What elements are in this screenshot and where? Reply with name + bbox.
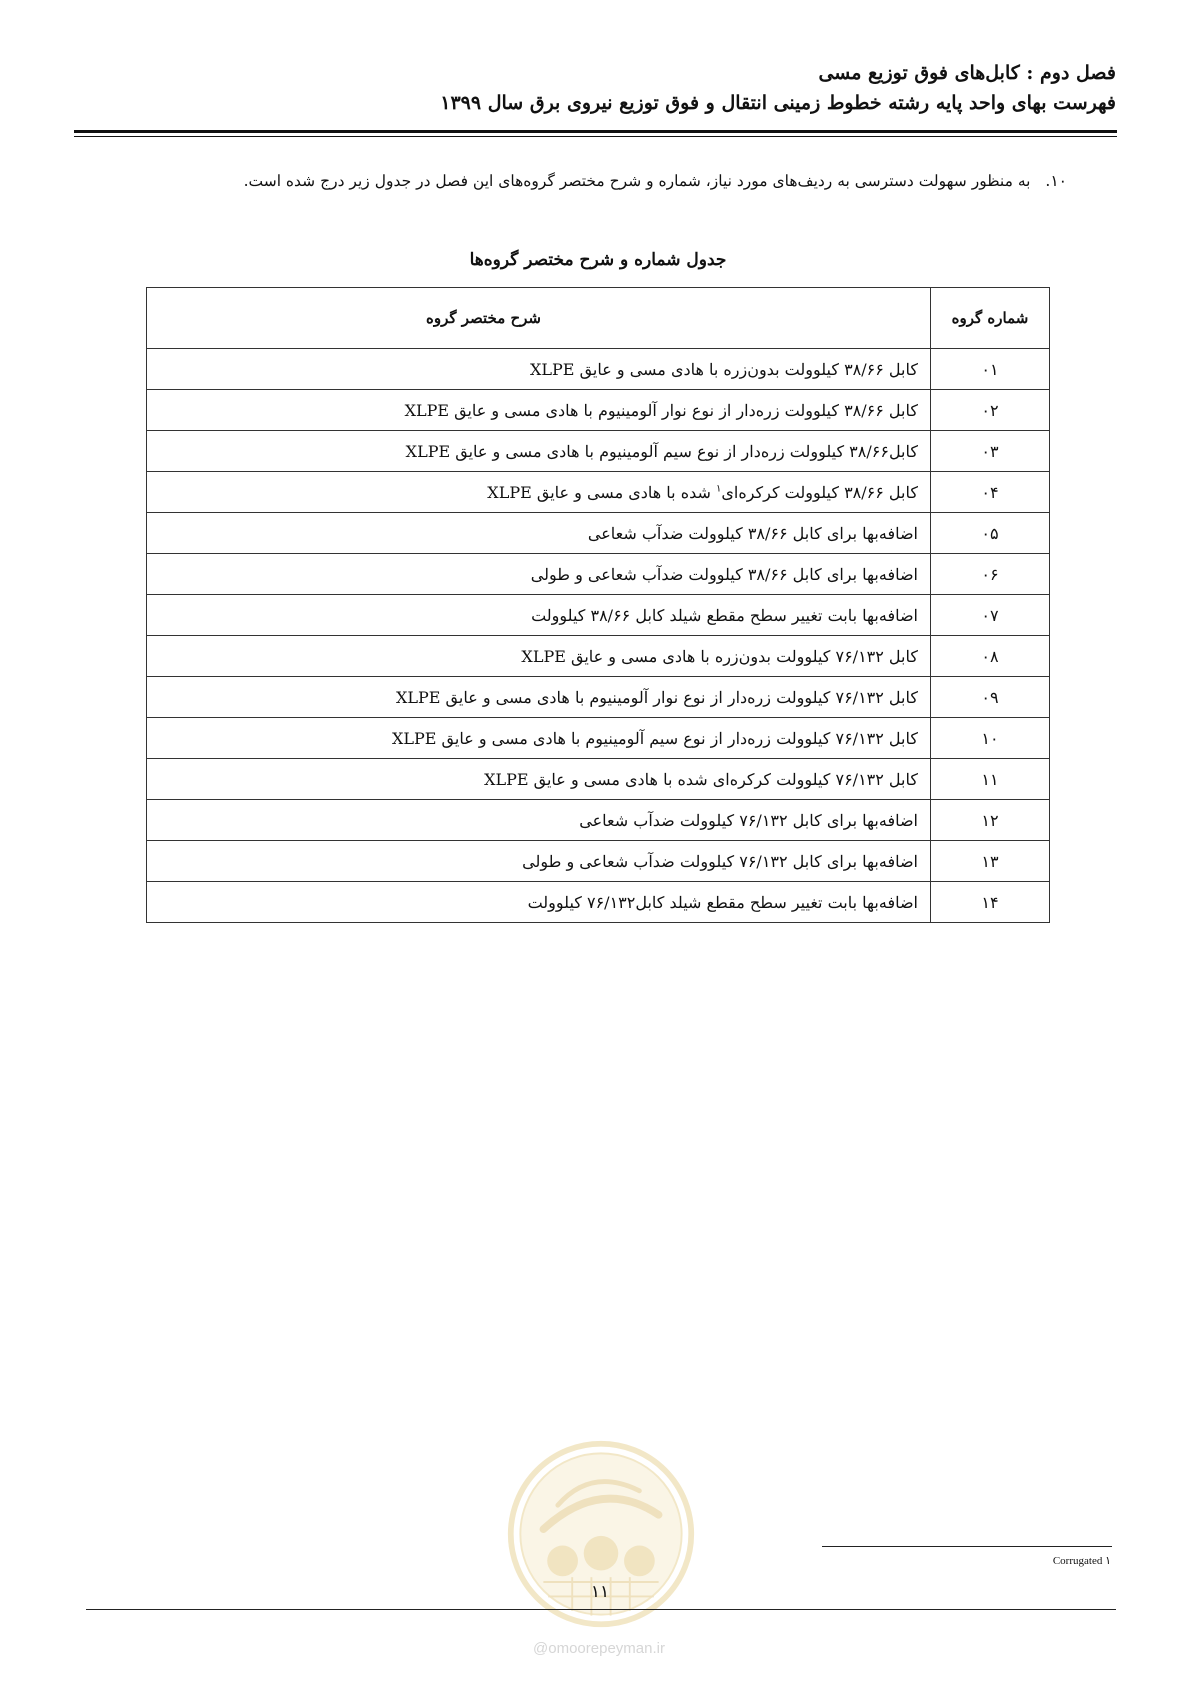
group-description-cell: کابل ۷۶/۱۳۲ کیلوولت بدون‌زره با هادی مسی و عایق XLPE <box>147 636 931 677</box>
footnote-marker: ۱ <box>1105 1555 1111 1567</box>
table-row <box>147 390 1050 431</box>
group-number-cell: ۰۷ <box>931 595 1050 636</box>
document-title: فهرست بهای واحد پایه رشته خطوط زمینی انتقال و فوق توزیع نیروی برق سال ۱۳۹۹ <box>440 92 1116 114</box>
table-row <box>147 636 1050 677</box>
footnote <box>1053 1554 1111 1567</box>
group-number-cell: ۱۴ <box>931 882 1050 923</box>
intro-paragraph <box>107 168 1067 194</box>
chapter-title: فصل دوم : کابل‌های فوق توزیع مسی <box>818 62 1116 84</box>
group-description-cell: اضافه‌بها بابت تغییر سطح مقطع شیلد کابل ۳۸/۶۶ کیلوولت <box>147 595 931 636</box>
table-row <box>147 882 1050 923</box>
header-rule-thin <box>74 136 1117 137</box>
group-number-cell: ۱۱ <box>931 759 1050 800</box>
group-number-cell: ۰۴ <box>931 472 1050 513</box>
table-row <box>147 718 1050 759</box>
table-row <box>147 677 1050 718</box>
table-row <box>147 595 1050 636</box>
footnote-rule <box>822 1546 1112 1547</box>
header-group-number: شماره گروه <box>931 288 1050 349</box>
paragraph-number: ۱۰. <box>1045 172 1067 190</box>
group-number-cell: ۱۰ <box>931 718 1050 759</box>
table-body <box>147 349 1050 923</box>
group-number-cell: ۰۲ <box>931 390 1050 431</box>
table-row <box>147 431 1050 472</box>
group-description-cell: کابل ۷۶/۱۳۲ کیلوولت کرکره‌ای شده با هادی مسی و عایق XLPE <box>147 759 931 800</box>
group-number-cell: ۰۵ <box>931 513 1050 554</box>
group-number-cell: ۰۱ <box>931 349 1050 390</box>
table-row <box>147 472 1050 513</box>
group-description-cell: کابل ۳۸/۶۶ کیلوولت زره‌دار از نوع نوار آلومینیوم با هادی مسی و عایق XLPE <box>147 390 931 431</box>
header-rule-thick <box>74 130 1117 133</box>
paragraph-text: به منظور سهولت دسترسی به ردیف‌های مورد نیاز، شماره و شرح مختصر گروه‌های این فصل در جدول زیر درج شده است. <box>243 172 1031 190</box>
table-row <box>147 800 1050 841</box>
page-number: ۱۱ <box>590 1582 610 1602</box>
watermark-website: @omoorepeyman.ir <box>533 1640 665 1657</box>
table-header-row <box>147 288 1050 349</box>
description-text-continued: شده با هادی مسی و عایق XLPE <box>487 482 716 502</box>
page-header <box>76 58 1116 118</box>
group-description-cell: اضافه‌بها برای کابل ۷۶/۱۳۲ کیلوولت ضدآب شعاعی <box>147 800 931 841</box>
group-description-cell: اضافه‌بها برای کابل ۷۶/۱۳۲ کیلوولت ضدآب شعاعی و طولی <box>147 841 931 882</box>
group-description-cell: کابل ۳۸/۶۶ کیلوولت بدون‌زره با هادی مسی و عایق XLPE <box>147 349 931 390</box>
group-description-cell: کابل۳۸/۶۶ کیلوولت زره‌دار از نوع سیم آلومینیوم با هادی مسی و عایق XLPE <box>147 431 931 472</box>
group-description-cell <box>147 472 931 513</box>
group-description-cell: اضافه‌بها برای کابل ۳۸/۶۶ کیلوولت ضدآب شعاعی <box>147 513 931 554</box>
group-number-cell: ۰۸ <box>931 636 1050 677</box>
table-title: جدول شماره و شرح مختصر گروه‌ها <box>469 250 727 270</box>
description-text: کابل ۳۸/۶۶ کیلوولت کرکره‌ای <box>721 482 918 502</box>
group-description-cell: کابل ۷۶/۱۳۲ کیلوولت زره‌دار از نوع سیم آلومینیوم با هادی مسی و عایق XLPE <box>147 718 931 759</box>
table-row <box>147 759 1050 800</box>
groups-table <box>146 287 1050 923</box>
group-number-cell: ۱۲ <box>931 800 1050 841</box>
header-group-description: شرح مختصر گروه <box>147 288 931 349</box>
footnote-reference: ۱ <box>715 483 722 495</box>
footer-rule <box>86 1609 1116 1610</box>
group-number-cell: ۰۹ <box>931 677 1050 718</box>
group-number-cell: ۰۳ <box>931 431 1050 472</box>
group-description-cell: اضافه‌بها بابت تغییر سطح مقطع شیلد کابل۷۶/۱۳۲ کیلوولت <box>147 882 931 923</box>
table-row <box>147 554 1050 595</box>
group-number-cell: ۱۳ <box>931 841 1050 882</box>
table-row <box>147 349 1050 390</box>
footnote-text: Corrugated <box>1052 1555 1103 1567</box>
table-row <box>147 841 1050 882</box>
group-number-cell: ۰۶ <box>931 554 1050 595</box>
group-description-cell: کابل ۷۶/۱۳۲ کیلوولت زره‌دار از نوع نوار آلومینیوم با هادی مسی و عایق XLPE <box>147 677 931 718</box>
table-row <box>147 513 1050 554</box>
group-description-cell: اضافه‌بها برای کابل ۳۸/۶۶ کیلوولت ضدآب شعاعی و طولی <box>147 554 931 595</box>
